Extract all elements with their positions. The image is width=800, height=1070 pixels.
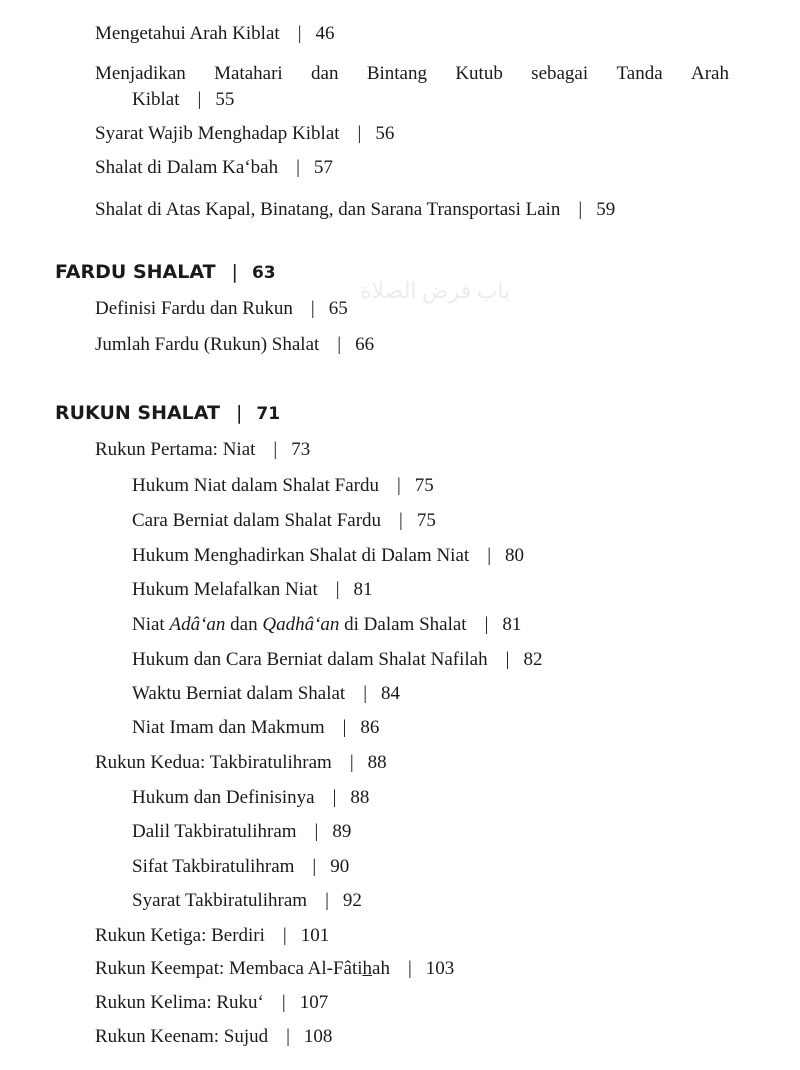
toc-subentry [132, 820, 351, 844]
entry-title: Shalat di Atas Kapal, Binatang, dan Sarana Transportasi Lain [95, 199, 561, 220]
toc-subentry [132, 682, 400, 706]
toc-subentry [132, 716, 379, 740]
toc-entry-line1 [95, 62, 729, 86]
toc-entry [95, 957, 454, 981]
heading-title: RUKUN SHALAT [55, 402, 220, 424]
word: Kutub [455, 63, 503, 84]
toc-entry [95, 438, 310, 462]
entry-title: Jumlah Fardu (Rukun) Shalat [95, 334, 320, 355]
toc-entry [95, 122, 394, 146]
entry-page: 88 [367, 752, 387, 773]
entry-title: Hukum dan Cara Berniat dalam Shalat Nafilah [132, 649, 488, 670]
separator: | [357, 123, 362, 144]
separator: | [325, 890, 329, 911]
separator: | [281, 992, 286, 1013]
separator: | [297, 23, 302, 44]
show-through-arabic: ﺑﺎﺏ ﻓﺮﺽ ﺍﻟﺼﻼﺓ [360, 278, 511, 303]
entry-page: 89 [332, 821, 352, 842]
section-heading [55, 401, 280, 426]
separator: | [282, 925, 287, 946]
separator: | [335, 579, 340, 600]
entry-title: Shalat di Dalam Ka‘bah [95, 157, 279, 178]
separator: | [337, 334, 342, 355]
entry-page: 59 [596, 199, 616, 220]
separator: | [342, 717, 347, 738]
entry-title: Rukun Kedua: Takbiratulihram [95, 752, 332, 773]
entry-page: 80 [505, 545, 524, 566]
entry-page: 88 [350, 787, 370, 808]
toc-entry [95, 991, 328, 1015]
separator: | [332, 787, 337, 808]
toc-entry [95, 297, 348, 321]
entry-title: Hukum Niat dalam Shalat Fardu [132, 475, 379, 496]
entry-page: 81 [502, 614, 522, 635]
entry-title: Niat Imam dan Makmum [132, 717, 325, 738]
entry-title-italic: Adâ‘an [169, 614, 226, 635]
entry-title: Hukum Melafalkan Niat [132, 579, 318, 600]
entry-title-part: ah [372, 958, 390, 979]
entry-page: 81 [353, 579, 373, 600]
entry-page: 75 [416, 510, 436, 531]
separator: | [399, 510, 403, 531]
toc-subentry [132, 613, 521, 637]
separator: | [349, 752, 354, 773]
entry-title: Rukun Pertama: Niat [95, 439, 256, 460]
heading-title: FARDU SHALAT [55, 261, 216, 283]
entry-title-part: dan [225, 614, 263, 635]
word: sebagai [531, 63, 589, 84]
entry-page: 101 [300, 925, 330, 946]
entry-title: Syarat Takbiratulihram [132, 890, 308, 911]
entry-title: Hukum dan Definisinya [132, 787, 315, 808]
entry-title: Rukun Kelima: Ruku‘ [95, 992, 264, 1013]
toc-subentry [132, 544, 524, 568]
entry-title-part: di Dalam Shalat [339, 614, 467, 635]
heading-page: 63 [251, 263, 276, 283]
toc-entry [95, 751, 387, 775]
toc-subentry [132, 855, 349, 879]
separator: | [314, 821, 319, 842]
separator: | [296, 157, 300, 178]
separator: | [505, 649, 510, 670]
separator: | [231, 261, 238, 283]
entry-page: 75 [414, 475, 434, 496]
separator: | [487, 545, 491, 566]
entry-title: Rukun Keenam: Sujud [95, 1026, 269, 1047]
entry-page: 90 [330, 856, 350, 877]
entry-title: Definisi Fardu dan Rukun [95, 298, 293, 319]
entry-title-part: Niat [132, 614, 170, 635]
entry-page: 55 [215, 89, 235, 110]
toc-subentry [132, 578, 373, 602]
separator: | [273, 439, 278, 460]
separator: | [484, 614, 489, 635]
entry-page: 103 [425, 958, 455, 979]
entry-title: Kiblat [132, 89, 180, 110]
toc-entry [95, 1025, 332, 1049]
separator: | [312, 856, 317, 877]
toc-subentry [132, 474, 434, 498]
separator: | [578, 199, 583, 220]
word: Arah [691, 63, 729, 84]
entry-title: Hukum Menghadirkan Shalat di Dalam Niat [132, 545, 470, 566]
toc-subentry [132, 889, 362, 913]
entry-title: Mengetahui Arah Kiblat [95, 23, 280, 44]
entry-page: 86 [360, 717, 380, 738]
entry-page: 66 [355, 334, 375, 355]
word: Menjadikan [95, 63, 186, 84]
word: Matahari [214, 63, 283, 84]
separator: | [197, 89, 202, 110]
entry-title-part: Rukun Keempat: Membaca Al-Fâti [95, 958, 363, 979]
toc-subentry [132, 648, 542, 672]
toc-entry [95, 198, 615, 222]
toc-subentry [132, 786, 369, 810]
entry-title: Cara Berniat dalam Shalat Fardu [132, 510, 382, 531]
entry-page: 57 [313, 157, 333, 178]
toc-entry [95, 924, 329, 948]
entry-title: Rukun Ketiga: Berdiri [95, 925, 265, 946]
entry-title: Syarat Wajib Menghadap Kiblat [95, 123, 340, 144]
separator: | [235, 402, 243, 424]
separator: | [396, 475, 401, 496]
toc-entry [95, 156, 333, 180]
word: Tanda [616, 63, 663, 84]
entry-title: Dalil Takbiratulihram [132, 821, 297, 842]
separator: | [286, 1026, 290, 1047]
entry-title-italic: Qadhâ‘an [262, 614, 340, 635]
entry-page: 108 [303, 1026, 333, 1047]
entry-page: 84 [381, 683, 401, 704]
section-heading [55, 260, 276, 285]
toc-entry-line2 [132, 88, 234, 112]
entry-page: 46 [315, 23, 335, 44]
separator: | [363, 683, 368, 704]
separator: | [310, 298, 315, 319]
word: Bintang [366, 63, 427, 84]
entry-title: Waktu Berniat dalam Shalat [132, 683, 346, 704]
entry-page: 92 [342, 890, 362, 911]
toc-entry [95, 333, 374, 357]
toc-entry [95, 22, 335, 46]
separator: | [407, 958, 412, 979]
word: dan [311, 63, 339, 84]
heading-page: 71 [256, 404, 281, 424]
entry-page: 65 [328, 298, 348, 319]
entry-page: 73 [291, 439, 311, 460]
entry-page: 107 [299, 992, 329, 1013]
entry-title-underlined: h [362, 958, 373, 979]
entry-page: 56 [375, 123, 395, 144]
entry-title: Sifat Takbiratulihram [132, 856, 295, 877]
toc-subentry [132, 509, 436, 533]
entry-page: 82 [523, 649, 543, 670]
